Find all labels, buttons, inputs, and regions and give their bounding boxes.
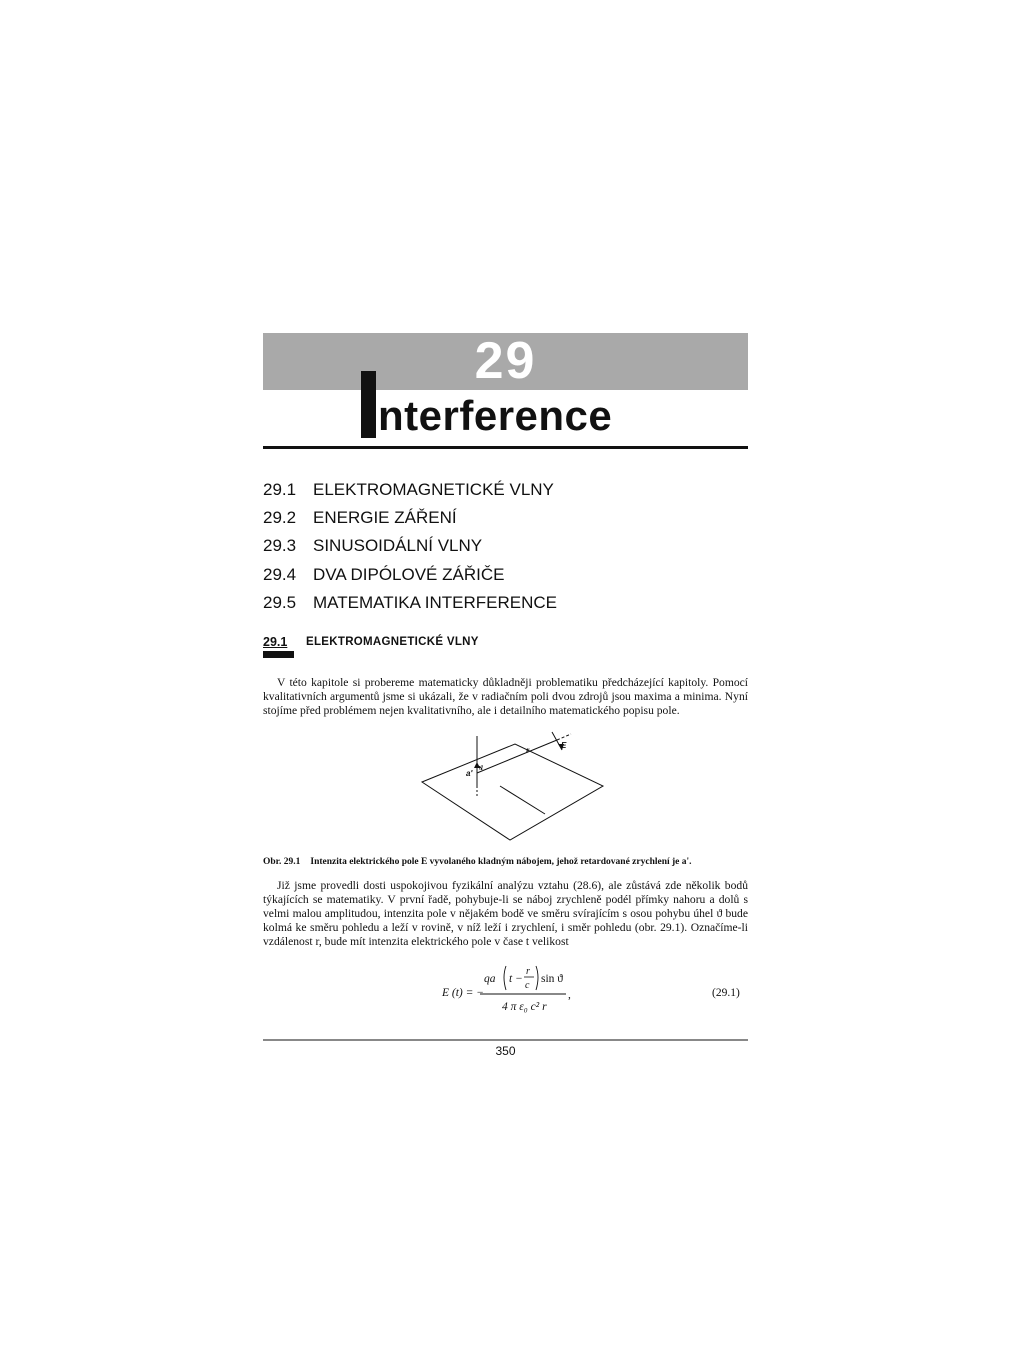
- figure-ray-dashed: [557, 734, 571, 740]
- figure-projection-line: [500, 786, 545, 814]
- chapter-number: 29: [474, 332, 537, 390]
- toc-item: [263, 479, 554, 501]
- toc-item-number: 29.1: [263, 480, 297, 499]
- equation-numerator-sin: sin ϑ: [541, 973, 563, 985]
- equation-numerator-r: r: [526, 966, 530, 977]
- toc-item: [263, 535, 482, 557]
- equation-numerator-c: c: [525, 980, 530, 991]
- toc-item-title: SINUSOIDÁLNÍ VLNY: [313, 536, 483, 555]
- figure-caption-text: Intenzita elektrického pole E vyvolaného kladným nábojem, jehož retardované zrychlení je a'.: [310, 857, 692, 867]
- figure-label-r: r: [526, 746, 530, 755]
- figure-caption-label: Obr. 29.1: [263, 857, 301, 867]
- toc-item: [263, 564, 504, 586]
- title-rule: [263, 446, 748, 449]
- page-number: 350: [495, 1044, 516, 1058]
- figure-diagram: [415, 728, 605, 846]
- toc-item-number: 29.3: [263, 536, 297, 555]
- equation-numerator-qa: qa: [484, 973, 496, 985]
- equation-trailing-comma: ,: [568, 989, 571, 1001]
- equation-left-paren: [504, 966, 506, 990]
- equation-lhs: E (t) = −: [442, 987, 485, 999]
- toc-item: [263, 592, 557, 614]
- section-title: ELEKTROMAGNETICKÉ VLNY: [306, 636, 479, 648]
- equation-fraction: [474, 960, 584, 1016]
- body-paragraph: V této kapitole si probereme matematicky důkladněji problematiku předcházející kapitoly. Pomocí kvalitativních argumentů jsme si ukázali, že v radiačním poli dvou zdrojů jsou maxima a minima. Nyní stojíme před problémem nejen kvalitativního, ale i detailního matematického popisu pole.: [263, 676, 748, 717]
- toc-item-title: DVA DIPÓLOVÉ ZÁŘIČE: [313, 565, 505, 584]
- section-number: 29.1: [263, 635, 288, 649]
- toc-item-title: ELEKTROMAGNETICKÉ VLNY: [313, 480, 554, 499]
- toc-item: [263, 507, 457, 529]
- toc-item-title: ENERGIE ZÁŘENÍ: [313, 508, 457, 527]
- equation-denominator: 4 π ε₀ c² r: [502, 1001, 547, 1013]
- figure-label-theta: ϑ: [479, 764, 483, 772]
- toc-item-number: 29.5: [263, 593, 297, 612]
- equation-numerator-t: t −: [509, 973, 523, 985]
- figure-label-E: E: [561, 741, 567, 750]
- chapter-title-initial: [361, 371, 376, 438]
- chapter-title: nterference: [378, 392, 613, 439]
- figure-caption: [263, 856, 748, 868]
- footer-rule: [263, 1039, 748, 1041]
- section-marker-bar: [263, 651, 294, 658]
- equation-number: (29.1): [712, 987, 740, 999]
- toc-item-title: MATEMATIKA INTERFERENCE: [313, 593, 558, 612]
- body-paragraph: Již jsme provedli dosti uspokojivou fyzikální analýzu vztahu (28.6), ale zůstává zde několik bodů týkajících se matematiky. V první řadě, pohybuje-li se náboj zrychleně podél přímky nahoru a dolů s velmi malou amplitudou, intenzita pole v nějakém bodě ve směru svírajícím s osou pohybu úhel ϑ bude kolmá ke směru pohledu a leží v rovině, v níž leží i zrychlení, i směr pohledu (obr. 29.1). Označíme-li vzdálenost r, bude mít intenzita elektrického pole v čase t velikost: [263, 879, 748, 948]
- figure-label-a: a': [466, 769, 473, 778]
- toc-item-number: 29.2: [263, 508, 297, 527]
- toc-item-number: 29.4: [263, 565, 297, 584]
- equation-right-paren: [536, 966, 538, 990]
